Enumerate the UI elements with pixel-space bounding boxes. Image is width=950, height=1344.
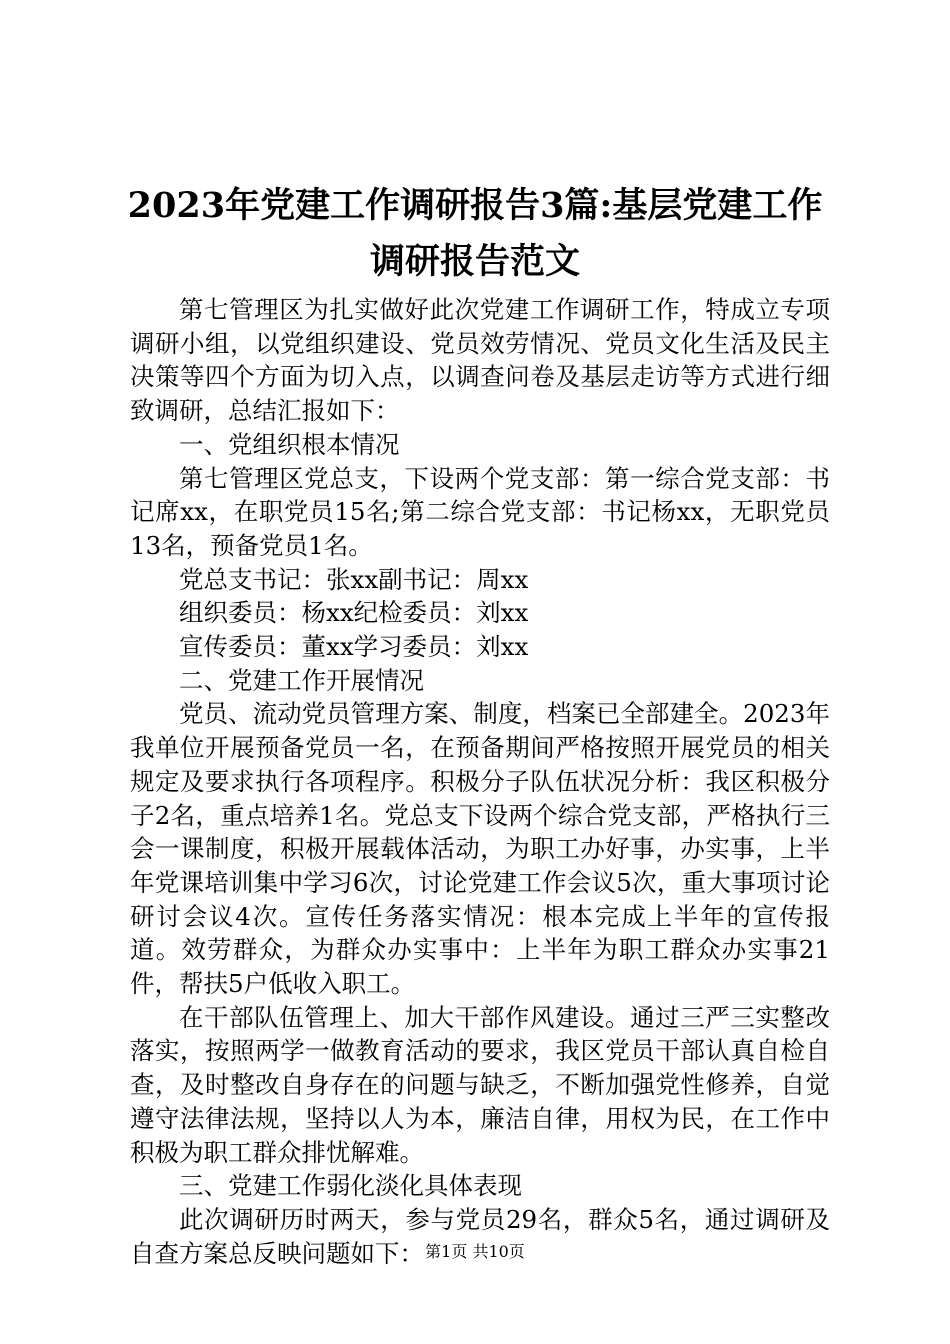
section-heading-1: 一、党组织根本情况	[179, 429, 400, 459]
paragraph: 宣传委员：董xx学习委员：刘xx	[179, 632, 529, 662]
title-line-1: 2023年党建工作调研报告3篇:基层党建工作	[127, 185, 823, 226]
document-body	[130, 293, 830, 1270]
paragraph: 组织委员：杨xx纪检委员：刘xx	[179, 598, 529, 628]
paragraph-intro: 第七管理区为扎实做好此次党建工作调研工作，特成立专项调研小组，以党组织建设、党员效劳情况、党员文化生活及民主决策等四个方面为切入点，以调查问卷及基层走访等方式进行细致调研，总结汇报如下：	[130, 295, 830, 426]
page-footer: 第1页 共10页	[425, 1242, 525, 1261]
title-line-2: 调研报告范文	[369, 241, 580, 282]
section-heading-3: 三、党建工作弱化淡化具体表现	[179, 1171, 522, 1201]
document-title	[120, 178, 830, 290]
section-heading-2: 二、党建工作开展情况	[179, 665, 424, 695]
paragraph: 此次调研历时两天，参与党员29名，群众5名，通过调研及自查方案总反映问题如下：	[130, 1204, 830, 1268]
paragraph: 第七管理区党总支，下设两个党支部：第一综合党支部：书记席xx，在职党员15名;第二综合党支部：书记杨xx，无职党员13名，预备党员1名。	[130, 463, 830, 560]
paragraph: 在干部队伍管理上、加大干部作风建设。通过三严三实整改落实，按照两学一做教育活动的要求，我区党员干部认真自检自查，及时整改自身存在的问题与缺乏，不断加强党性修养，自觉遵守法律法规，坚持以人为本，廉洁自律，用权为民，在工作中积极为职工群众排忧解难。	[130, 1002, 830, 1167]
paragraph: 党总支书记：张xx副书记：周xx	[179, 564, 529, 594]
paragraph: 党员、流动党员管理方案、制度，档案已全部建全。2023年我单位开展预备党员一名，在预备期间严格按照开展党员的相关规定及要求执行各项程序。积极分子队伍状况分析：我区积极分子2名，重点培养1名。党总支下设两个综合党支部，严格执行三会一课制度，积极开展载体活动，为职工办好事，办实事，上半年党课培训集中学习6次，讨论党建工作会议5次，重大事项讨论研讨会议4次。宣传任务落实情况：根本完成上半年的宣传报道。效劳群众，为群众办实事中：上半年为职工群众办实事21件，帮扶5户低收入职工。	[130, 699, 830, 999]
